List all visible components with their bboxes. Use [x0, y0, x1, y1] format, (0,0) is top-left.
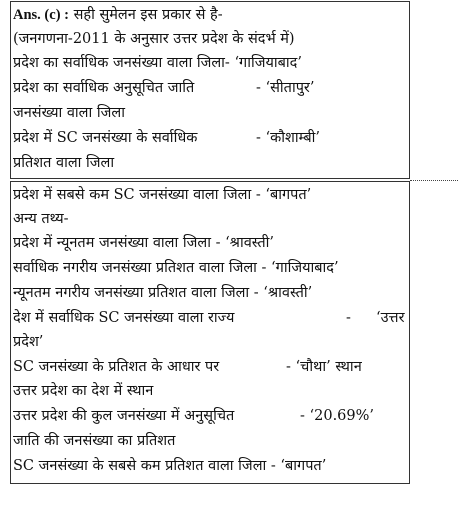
fact-line: जनसंख्या वाला जिला [13, 105, 125, 121]
fact-answer: - ‘चौथा’ स्थान [286, 359, 362, 375]
fact-line: प्रदेश में SC जनसंख्या के सर्वाधिक [13, 130, 198, 146]
context-line: (जनगणना-2011 के अनुसार उत्तर प्रदेश के संदर्भ में) [13, 31, 295, 47]
fact-line: जाति की जनसंख्या का प्रतिशत [13, 433, 176, 449]
fact-line: SC जनसंख्या के सबसे कम प्रतिशत वाला जिला - ‘बागपत’ [13, 458, 327, 474]
dotted-separator [410, 180, 458, 181]
fact-answer: - ‘20.69%’ [300, 408, 375, 424]
fact-line: प्रतिशत वाला जिला [13, 155, 115, 171]
answer-header-line [13, 6, 223, 24]
fact-dash: - [346, 310, 351, 326]
fact-answer: - ‘कौशाम्बी’ [256, 130, 320, 146]
fact-line: प्रदेश में न्यूनतम जनसंख्या वाला जिला - ‘श्रावस्ती’ [13, 235, 275, 251]
fact-line: SC जनसंख्या के प्रतिशत के आधार पर [13, 359, 220, 375]
fact-line: न्यूनतम नगरीय जनसंख्या प्रतिशत वाला जिला - ‘श्रावस्ती’ [13, 285, 313, 301]
fact-line: उत्तर प्रदेश की कुल जनसंख्या में अनुसूचित [13, 408, 235, 424]
fact-answer: ‘उत्तर [376, 310, 405, 326]
section-heading: अन्य तथ्य- [13, 211, 69, 227]
fact-line: उत्तर प्रदेश का देश में स्थान [13, 383, 154, 399]
fact-line: प्रदेश का सर्वाधिक जनसंख्या वाला जिला- ‘गाजियाबाद’ [13, 55, 302, 71]
fact-line: प्रदेश का सर्वाधिक अनुसूचित जाति [13, 80, 195, 96]
answer-label: Ans. (c) : [13, 7, 69, 23]
fact-line: प्रदेश में सबसे कम SC जनसंख्या वाला जिला - ‘बागपत’ [13, 187, 312, 203]
fact-line: सर्वाधिक नगरीय जनसंख्या प्रतिशत वाला जिला - ‘गाजियाबाद’ [13, 260, 339, 276]
fact-answer: - ‘सीतापुर’ [256, 80, 315, 96]
fact-line: देश में सर्वाधिक SC जनसंख्या वाला राज्य [13, 310, 235, 326]
answer-intro-text: सही सुमेलन इस प्रकार से है- [73, 7, 223, 23]
fact-line: प्रदेश’ [13, 334, 44, 350]
